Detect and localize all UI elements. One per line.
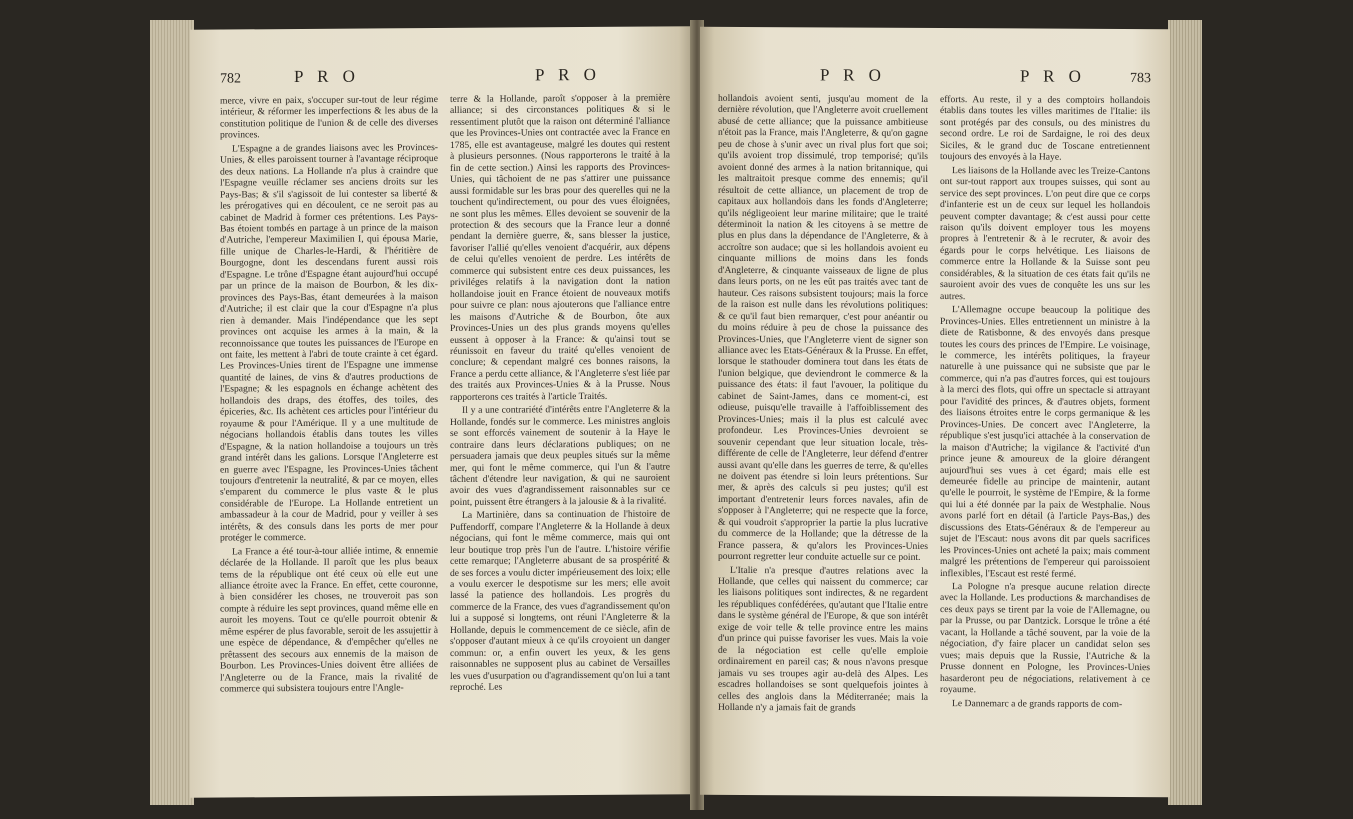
left-page-column-1 (220, 94, 438, 786)
paragraph: merce, vivre en paix, s'occuper sur-tout de leur régime intérieur, & réformer les imperfections & les abus de la constitution politique de l'union & de celle des diverses provinces. (220, 94, 438, 141)
page-number-left: 782 (220, 71, 241, 87)
paragraph: terre & la Hollande, paroît s'opposer à la première alliance; si des circonstances politiques & si le ressentiment plutôt que la raison ont déterminé l'alliance que les Provinces-Unies ont contractée avec la France en 1785, elle est avantageuse, malgré les doutes qui restent à plusieurs personnes. (Nous rapporterons le traité à la fin de cette section.) Ainsi les rapports des Provinces-Unies, qui tâchoient de ne pas s'attirer une puissance aussi formidable sur les bras pour des querelles qui ne la touchent qu'indirectement, ou pour des vues éloignées, ne sont plus les mêmes. Elles devoient se souvenir de la protection & des secours que la France leur a donné pendant la dernière guerre, &, sans blesser la justice, favoriser l'allié qu'elles venoient d'acquérir, aux dépens de celui qu'elles venoient de perdre. Les intérêts de commerce qui subsistent entre ces deux puissances, les priviléges relatifs à la navigation dont la nation hollandoise jouit en France étoient de nouveaux motifs pour suivre ce plan: nous ajouterons que l'alliance entre les maisons d'Autriche & de Bourbon, ôte aux Provinces-Unies un des plus grands moyens qu'elles eussent à opposer à la France: & qu'ainsi tout se réunissoit en faveur du traité qu'elles venoient de conclure; & cependant malgré ces bonnes raisons, la France a perdu cette alliance, & l'Angleterre s'est liée par des traités aux Provinces-Unies & à la Prusse. Nous rapporterons ces traités à l'article Traités. (450, 92, 670, 403)
running-head-right-col1: P R O (820, 65, 886, 85)
paragraph: La Pologne n'a presque aucune relation directe avec la Hollande. Les productions & marchandises de ces deux pays se tirent par la voie de l'Allemagne, ou par la Prusse, ou par Dantzick. Lorsque le trône a été vacant, la Hollande a tâché souvent, par la voie de la négociation, d'y faire placer un candidat selon ses vues; mais depuis que la Russie, l'Autriche & la Prusse donnent en Pologne, les Provinces-Unies hasarderont peu de négociations, relativement à ce royaume. (940, 581, 1150, 696)
right-page (700, 27, 1170, 797)
left-page (190, 26, 694, 798)
left-page-column-2 (450, 92, 670, 784)
paragraph: L'Italie n'a presque d'autres relations avec la Hollande, que celles qui naissent du commerce; car les liaisons politiques sont indirectes, & ne regardent les républiques confédérées, qu'autant que l'Italie entre dans le système général de l'Europe, & que son intérêt exige de voir telle & telle province entre les mains d'un prince qui puisse favoriser les vues. Mais la voie de la négociation est celle qu'elle emploie ordinairement en pareil cas; & nous n'avons presque jamais vu ses troupes agir au-delà des Alpes. Les escadres hollandoises se sont quelquefois jointes à celles des anglois dans la Méditerranée; mais la Hollande n'y a jamais fait de grands (718, 564, 928, 714)
running-head-left-col1: P R O (294, 66, 360, 87)
paragraph: hollandois avoient senti, jusqu'au moment de la dernière révolution, que l'Angleterre avoit cruellement abusé de cette alliance; que la puissance ambitieuse n'étoit pas la France, mais l'Angleterre, & qu'on gagne peu de chose à s'unir avec un rival plus fort que soi; qu'ils avoient trop dissimulé, trop temporisé; qu'ils avoient donné des armes à la nation britannique, qui les maltraitoit presque comme des ennemis; qu'il résultoit de cette alliance, un placement de trop de capitaux aux hollandois dans les fonds d'Angleterre; qu'ils négligeoient leur marine militaire; que le traité déterminoit la nation & les citoyens à se mettre de plus en plus dans la dépendance de l'Angleterre, & à accroître son audace; que si les hollandois avoient eu cinquante millions de moins dans les fonds d'Angleterre, & cinquante vaisseaux de ligne de plus dans leurs ports, on ne les eût pas traités avec tant de hauteur. Ces raisons subsistent toujours; mais la force de la raison est nulle dans les révolutions politiques: & ce qu'il faut bien remarquer, c'est pour anéantir ou du moins réduire à peu de chose la puissance des Provinces-Unies, que l'Angleterre vient de signer son alliance avec les Etats-Généraux & la Prusse. En effet, lorsque le stathouder dominera tout dans les états de l'union belgique, que deviendront le commerce & la puissance des états: il faut l'avouer, la politique du cabinet de Saint-James, dans ce moment-ci, est odieuse, puisqu'elle travaille à l'affoiblissement des Provinces-Unies; mais il la plus est calculé avec profondeur. Les Provinces-Unies devroient se souvenir cependant que leur situation locale, très-différente de celle de l'Angleterre, leur défend d'entrer aussi avant qu'elle dans les guerres de terre, & qu'elles ne doivent pas étendre si loin leurs prétentions. Sur mer, & après des calculs si peu justes; qu'il est important d'entretenir leurs forces navales, afin de s'opposer à l'Angleterre; qui ne respecte que la force, & qui voudroit s'approprier la partie la plus lucrative du commerce de la Hollande; que la détresse de la France passera, & qu'alors les Provinces-Unies pourront regretter leur conduite actuelle sur ce point. (718, 92, 928, 564)
paragraph: Les liaisons de la Hollande avec les Treize-Cantons ont sur-tout rapport aux troupes suisses, qui sont au service des sept provinces. L'on peut dire que ce corps d'infanterie est un de ceux sur lequel les hollandois peuvent compter davantage; & c'est aussi pour cette raison qu'ils doivent employer tous les moyens propres à l'entretenir & à le recruter, & avoir des égards pour le corps helvétique. Les liaisons de commerce entre la Hollande & la Suisse sont peu considérables, & la situation de ces états fait qu'ils ne sauroient avoir des vues de conquête les uns sur les autres. (940, 164, 1150, 302)
paragraph: Le Dannemarc a de grands rapports de com- (952, 697, 1123, 710)
paragraph: L'Allemagne occupe beaucoup la politique des Provinces-Unies. Elles entretiennent un ministre à la diete de Ratisbonne, & des envoyés dans presque toutes les cours des princes de l'Empire. Le voisinage, le commerce, les intérêts politiques, la frayeur naturelle à une puissance qui ne subsiste que par le commerce, qui n'a pas d'autres forces, qui est toujours à la merci des flots, qui offre un spectacle si attrayant pour l'avidité des princes, & d'autres objets, forment des liaisons étroites entre le corps germanique & les Provinces-Unies. De concert avec l'Angleterre, la république s'est jusqu'ici attachée à la conservation de la maison d'Autriche; la vigilance & l'activité d'un prince jeune & amoureux de la gloire dérangent aujourd'hui ses vues à cet égard; mais elle est demeurée fidelle au principe de maintenir, autant qu'elle le pourroit, le système de l'Empire, & la forme qui lui a été donnée par la paix de Westphalie. Nous avons parlé fort en détail (à l'article Pays-Bas,) des discussions des Etats-Généraux & de l'empereur au sujet de l'Escaut: nous avons dit par quels sacrifices les Provinces-Unies ont acheté la paix; mais comment malgré les prétentions de l'empereur qui paroissoient inflexibles, l'Escaut est resté fermé. (940, 304, 1150, 580)
paragraph: La France a été tour-à-tour alliée intime, & ennemie déclarée de la Hollande. Il paroît que les plus beaux tems de la république ont été ceux où elle eut une alliance étroite avec la France. En effet, cette couronne, à bien considérer les choses, ne trouveroit pas son compte à réduire les sept provinces, quand même elle en auroit les moyens. Tout ce qu'elle pourroit obtenir & même espérer de plus favorable, seroit de les assujettir à une espèce de dépendance, & d'empêcher qu'elles ne prêtassent des secours aux ennemis de la maison de Bourbon. Les Provinces-Unies doivent être alliées de l'Angleterre ou de la France, mais la rivalité de commerce qui subsistera toujours entre l'Angle- (220, 544, 438, 695)
paragraph: Il y a une contrariété d'intérêts entre l'Angleterre & la Hollande, fondés sur le commerce. Les ministres anglois se sont efforcés vainement de soutenir à la Haye le contraire dans leurs déclarations publiques; on ne persuadera jamais que deux peuples situés sur la même mer, qui font le même commerce, qui l'un & l'autre tâchent d'étendre leur navigation, & qui ne sauroient avoir des vues d'agrandissement raisonnables sur ce point, puissent être étrangers à la jalousie & à la rivalité. (450, 403, 670, 508)
page-number-right: 783 (1130, 71, 1151, 87)
right-page-column-1 (718, 93, 928, 784)
page-edges-left (150, 20, 194, 805)
paragraph: L'Espagne a de grandes liaisons avec les Provinces-Unies, & elles paroissent tourner à l'avantage réciproque des deux nations. La Hollande n'a plus à craindre que l'Espagne veuille réclamer ses anciens droits sur les Pays-Bas; & s'il s'agissoit de lui contester sa liberté & les prérogatives qui en découlent, ce ne seroit pas au cabinet de Madrid à former ces prétentions. Les Pays-Bas étoient tombés en partage à un prince de la maison d'Autriche, l'empereur Maximilien I, qui épousa Marie, fille unique de Charles-le-Hardi, & l'héritière de Bourgogne, dont les descendans furent aussi rois d'Espagne. Le trône d'Espagne étant aujourd'hui occupé par un prince de la maison de Bourbon, & les dix-provinces des Pays-Bas, étant demeurées à la maison d'Autriche; il est clair que la cour d'Espagne n'a plus rien à demander. Mais l'indépendance que les sept provinces ont acquise les armes à la main, & la reconnoissance que toutes les puissances de l'Europe en ont faite, les mettent à l'abri de toute crainte à cet égard. Les Provinces-Unies tirent de l'Espagne une immense quantité de laines, de vins & d'autres productions de l'Espagne; & les espagnols en échange achètent des hollandois des draps, des étoffes, des toiles, des épiceries, &c. Ils achètent ces articles pour l'intérieur du royaume & pour l'Amérique. Il y a une multitude de négocians hollandois établis dans toutes les villes d'Espagne, & la nation hollandoise a toujours un très grand intérêt dans les galions. Lorsque l'Angleterre est en guerre avec l'Espagne, les Provinces-Unies tâchent toujours d'entretenir la neutralité, & par ce moyen, elles s'emparent du commerce le plus vaste & le plus considérable de l'Europe. La Hollande entretient un ambassadeur à la cour de Madrid, pour y veiller à ses intérêts, & des consuls dans les ports de mer pour protéger le commerce. (220, 141, 438, 544)
page-edges-right (1168, 20, 1202, 805)
running-head-left-col2: P R O (535, 64, 601, 85)
paragraph: La Martinière, dans sa continuation de l'histoire de Puffendorff, compare l'Angleterre & la Hollande à deux négocians, qui font le même commerce, mais qui ont leur boutique trop près l'un de l'autre. L'histoire vérifie cette remarque; l'Angleterre abusant de sa prospérité & de ses forces a voulu dicter impérieusement des loix; elle a voulu exercer le despotisme sur les mers; elle avoit lassé la patience des hollandois. Les progrès du commerce de la France, des vues d'agrandissement qu'on lui a supposé si longtems, ont réuni l'Angleterre & la Hollande, depuis le commencement de ce siècle, afin de s'opposer d'autant mieux à ce qu'ils croyoient un danger commun: or, a enfin ouvert les yeux, & les gens raisonnables ne supposent plus au cabinet de Versailles les vues d'usurpation ou d'agrandissement qu'on lui a tant reproché. Les (450, 508, 670, 694)
running-head-right-col2: P R O (1020, 66, 1086, 86)
paragraph: efforts. Au reste, il y a des comptoirs hollandois établis dans toutes les villes maritimes de l'Italie: ils sont protégés par des consuls, ou des ministres du second ordre. Le roi de Sardaigne, le roi des deux Siciles, & le grand duc de Toscane entretiennent toujours des envoyés à la Haye. (940, 94, 1150, 163)
right-page-column-2 (940, 94, 1150, 785)
